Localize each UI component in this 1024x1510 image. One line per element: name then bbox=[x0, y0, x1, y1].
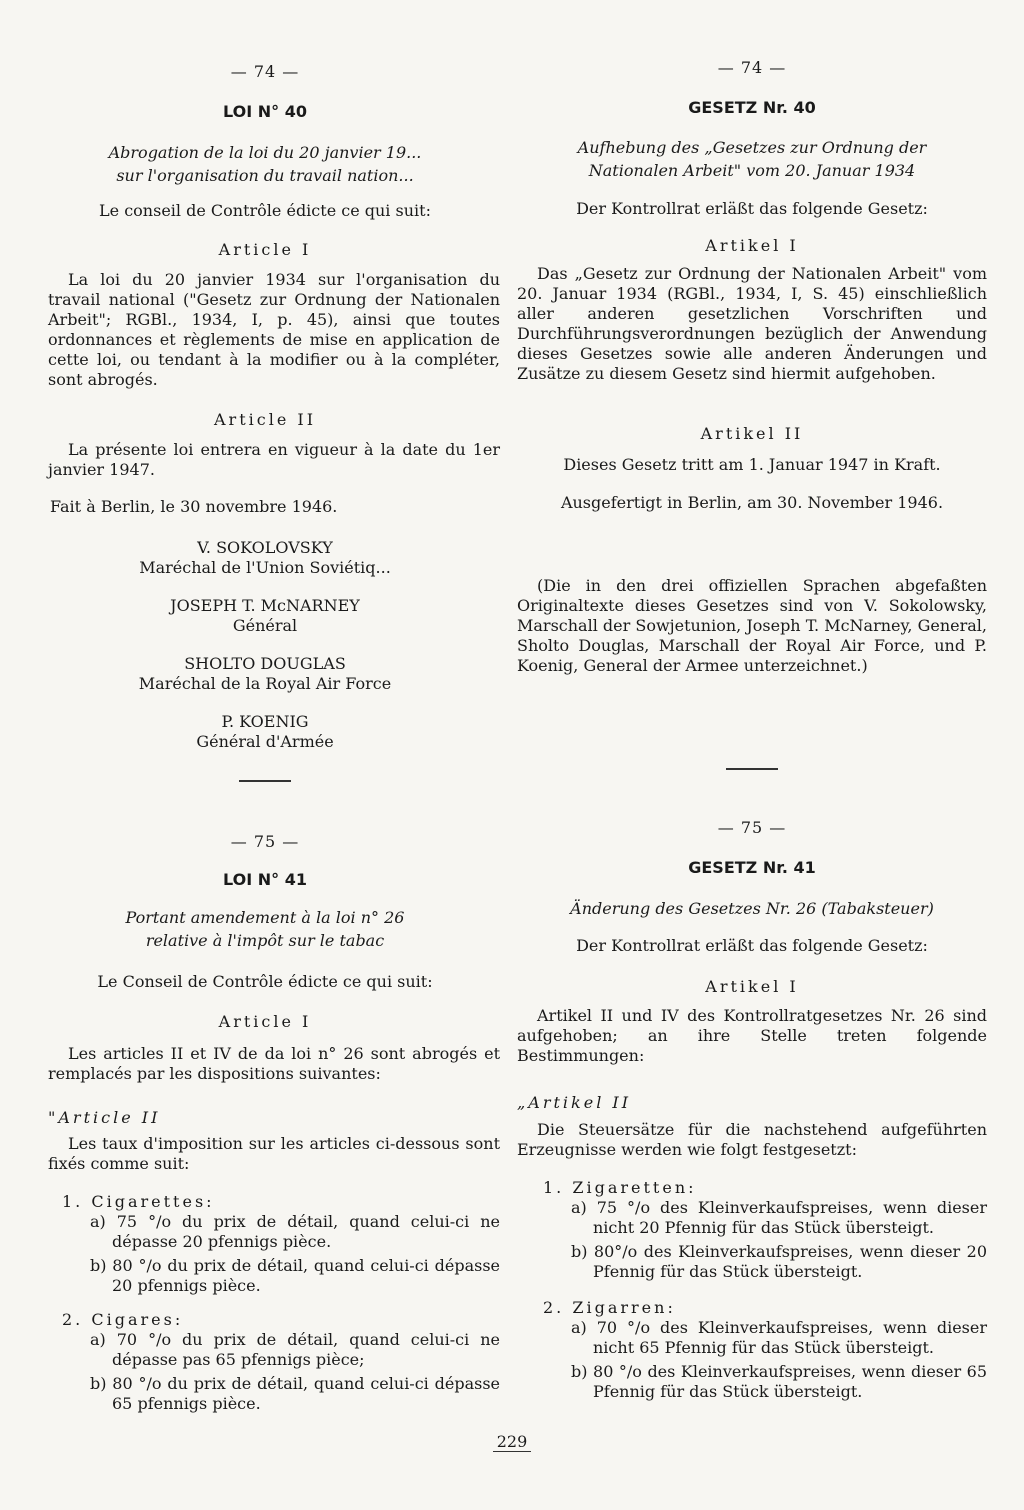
law-40-subtitle-line1: Abrogation de la loi du 20 janvier 19... bbox=[108, 143, 422, 162]
law-41-subtitle-line1: Portant amendement à la loi n° 26 bbox=[125, 908, 405, 927]
law-40-official-note: (Die in den drei offiziellen Sprachen abgefaßten Originaltexte dieses Gesetzes sind von V. Sokolowsky, Marschall der Sowjetunion, Joseph T. McNarney, General, Sholto Douglas, Marschall der Royal Air Force, und P. Koenig, General der Armee unterzeichnet.) bbox=[517, 576, 987, 675]
list-item-title: 2. Cigares: bbox=[62, 1310, 184, 1329]
law-41-article-1-heading: Article I bbox=[218, 1012, 312, 1031]
law-40-subtitle-line2: sur l'organisation du travail nation... bbox=[116, 166, 414, 185]
law-40-subtitle-line2: Nationalen Arbeit" vom 20. Januar 1934 bbox=[588, 161, 916, 180]
law-41-item-cigarettes bbox=[62, 1192, 500, 1296]
law-40-done-at: Ausgefertigt in Berlin, am 30. November 1946. bbox=[560, 493, 944, 512]
signature-block-3 bbox=[30, 654, 500, 694]
law-41-title: LOI N° 41 bbox=[223, 870, 307, 889]
list-subitem: a) 75 °/o des Kleinverkaufspreises, wenn dieser nicht 20 Pfennig für das Stück übersteigt. bbox=[571, 1198, 987, 1237]
list-subitem: b) 80 °/o du prix de détail, quand celui-ci dépasse 20 pfennigs pièce. bbox=[90, 1256, 500, 1295]
law-41-item-zigaretten bbox=[543, 1178, 987, 1282]
page-number-74: — 74 — bbox=[230, 62, 300, 81]
law-40-article-1-text: La loi du 20 janvier 1934 sur l'organisation du travail national ("Gesetz zur Ordnung der Nationalen Arbeit"; RGBl., 1934, I, p. 45), ainsi que toutes ordonnances et règlements de mise en application de cette loi, ou tendant à la modifier ou à la compléter, sont abrogés. bbox=[48, 270, 500, 389]
law-40-article-1-heading: Artikel I bbox=[705, 236, 799, 255]
list-subitem: a) 75 °/o du prix de détail, quand celui-ci ne dépasse 20 pfennigs pièce. bbox=[90, 1212, 500, 1251]
law-41-intro: Der Kontrollrat erläßt das folgende Gesetz: bbox=[576, 936, 928, 955]
law-41-article-1-text: Les articles II et IV de da loi n° 26 sont abrogés et remplacés par les dispositions suivantes: bbox=[48, 1044, 500, 1083]
signature-block-4 bbox=[30, 712, 500, 752]
law-40-title: GESETZ Nr. 40 bbox=[688, 98, 816, 117]
law-40-title: LOI N° 40 bbox=[223, 102, 307, 121]
list-item-title: 1. Cigarettes: bbox=[62, 1192, 215, 1211]
law-41-intro: Le Conseil de Contrôle édicte ce qui suit: bbox=[97, 972, 433, 991]
law-41-article-1-text: Artikel II und IV des Kontrollratgesetzes Nr. 26 sind aufgehoben; an ihre Stelle treten folgende Bestimmungen: bbox=[517, 1006, 987, 1065]
list-item-title: 1. Zigaretten: bbox=[543, 1178, 697, 1197]
law-40-article-2-text: La présente loi entrera en vigueur à la date du 1er janvier 1947. bbox=[48, 440, 500, 479]
law-40-article-1-text: Das „Gesetz zur Ordnung der Nationalen Arbeit" vom 20. Januar 1934 (RGBl., 1934, I, S. 45) einschließlich aller anderen gesetzlichen Vorschriften und Durchführungsverordnungen bezüglich der Anwendung dieses Gesetzes sowie alle anderen Änderungen und Zusätze zu diesem Gesetz sind hiermit aufgehoben. bbox=[517, 264, 987, 383]
signatory-name: JOSEPH T. McNARNEY bbox=[170, 596, 360, 615]
section-divider bbox=[239, 780, 291, 782]
right-column-german bbox=[517, 0, 987, 1510]
page-number-75: — 75 — bbox=[230, 832, 300, 851]
law-40-article-2-heading: Article II bbox=[213, 410, 317, 429]
law-41-title: GESETZ Nr. 41 bbox=[688, 858, 816, 877]
signatory-role: Maréchal de l'Union Soviétiq... bbox=[139, 558, 391, 577]
signatory-name: V. SOKOLOVSKY bbox=[197, 538, 333, 557]
signatory-name: P. KOENIG bbox=[221, 712, 309, 731]
list-subitem: a) 70 °/o des Kleinverkaufspreises, wenn dieser nicht 65 Pfennig für das Stück übersteigt. bbox=[571, 1318, 987, 1357]
list-subitem: b) 80 °/o des Kleinverkaufspreises, wenn dieser 65 Pfennig für das Stück übersteigt. bbox=[571, 1362, 987, 1401]
page-number: 229 bbox=[493, 1432, 532, 1452]
law-40-article-1-heading: Article I bbox=[218, 240, 312, 259]
law-40-done-at: Fait à Berlin, le 30 novembre 1946. bbox=[50, 497, 338, 516]
law-41-article-2-text: Die Steuersätze für die nachstehend aufgeführten Erzeugnisse werden wie folgt festgesetzt: bbox=[517, 1120, 987, 1159]
law-41-article-2-text: Les taux d'imposition sur les articles ci-dessous sont fixés comme suit: bbox=[48, 1134, 500, 1173]
list-subitem: a) 70 °/o du prix de détail, quand celui-ci ne dépasse pas 65 pfennigs pièce; bbox=[90, 1330, 500, 1369]
law-41-subtitle-line2: relative à l'impôt sur le tabac bbox=[145, 931, 385, 950]
law-40-article-2-text: Dieses Gesetz tritt am 1. Januar 1947 in Kraft. bbox=[563, 455, 941, 474]
signature-block-1 bbox=[30, 538, 500, 578]
section-divider bbox=[726, 768, 778, 770]
list-item-title: 2. Zigarren: bbox=[543, 1298, 676, 1317]
law-41-article-1-heading: Artikel I bbox=[705, 977, 799, 996]
law-41-article-2-heading: "Article II bbox=[48, 1108, 161, 1127]
signatory-role: Général d'Armée bbox=[196, 732, 334, 751]
law-40-article-2-heading: Artikel II bbox=[700, 424, 804, 443]
page-number-75: — 75 — bbox=[717, 818, 787, 837]
signature-block-2 bbox=[30, 596, 500, 636]
signatory-role: Général bbox=[232, 616, 298, 635]
list-subitem: b) 80°/o des Kleinverkaufspreises, wenn dieser 20 Pfennig für das Stück übersteigt. bbox=[571, 1242, 987, 1281]
law-41-subtitle: Änderung des Gesetzes Nr. 26 (Tabaksteuer) bbox=[570, 899, 934, 918]
left-column-french bbox=[30, 0, 500, 1510]
signatory-role: Maréchal de la Royal Air Force bbox=[138, 674, 392, 693]
law-40-intro: Der Kontrollrat erläßt das folgende Gesetz: bbox=[576, 199, 928, 218]
page-footer-number bbox=[0, 1432, 1024, 1451]
law-41-article-2-heading: „Artikel II bbox=[517, 1093, 632, 1112]
list-subitem: b) 80 °/o du prix de détail, quand celui-ci dépasse 65 pfennigs pièce. bbox=[90, 1374, 500, 1413]
law-41-item-zigarren bbox=[543, 1298, 987, 1402]
law-41-item-cigars bbox=[62, 1310, 500, 1414]
law-40-intro: Le conseil de Contrôle édicte ce qui suit: bbox=[99, 201, 431, 220]
signatory-name: SHOLTO DOUGLAS bbox=[184, 654, 346, 673]
page-number-74: — 74 — bbox=[717, 58, 787, 77]
law-40-subtitle-line1: Aufhebung des „Gesetzes zur Ordnung der bbox=[577, 138, 927, 157]
